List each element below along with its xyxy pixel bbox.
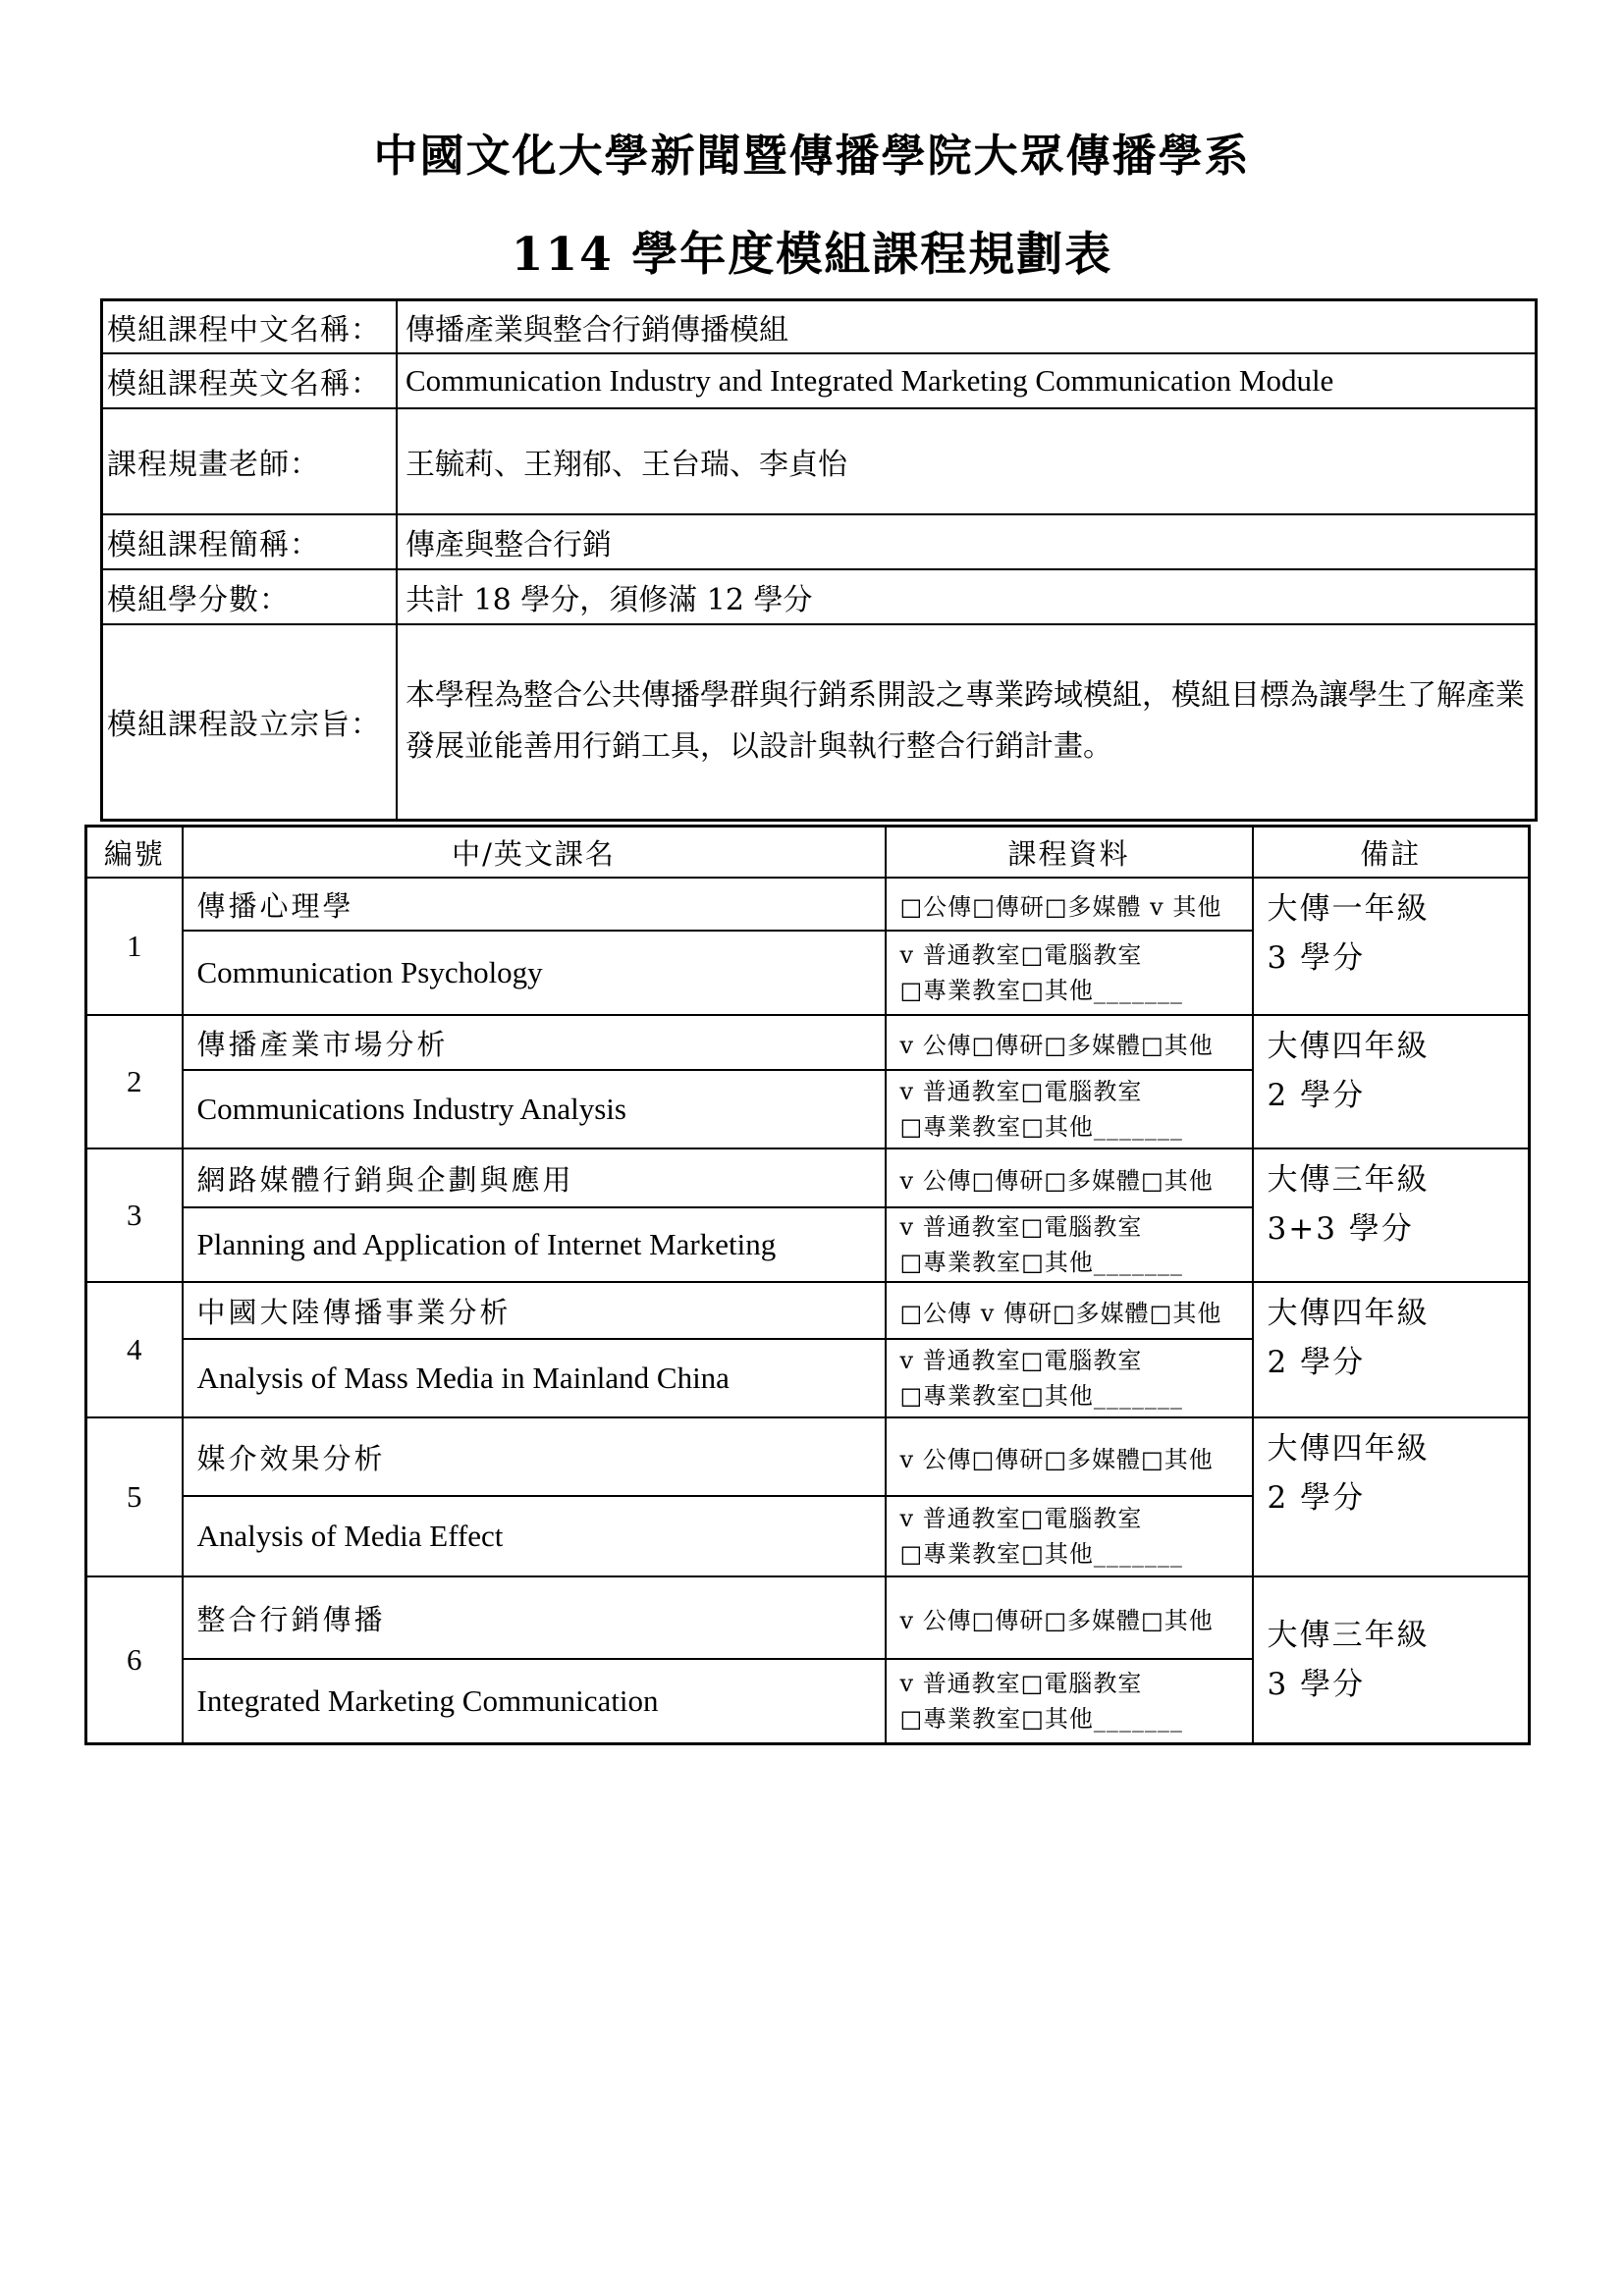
classroom-line-1: v 普通教室□電腦教室	[899, 941, 1143, 969]
course-classroom	[886, 1207, 1253, 1282]
course-classroom	[886, 1496, 1253, 1576]
header-course-name: 中/英文課名	[183, 827, 886, 879]
course-year: 大傳三年級	[1267, 1617, 1430, 1653]
info-value-chinese-name: 傳播產業與整合行銷傳播模組	[397, 300, 1537, 353]
course-category: □公傳□傳研□多媒體 v 其他	[886, 878, 1253, 931]
course-credits: 2 學分	[1267, 1480, 1366, 1516]
course-year: 大傳四年級	[1267, 1431, 1430, 1467]
course-category: v 公傳□傳研□多媒體□其他	[886, 1576, 1253, 1659]
info-label: 模組課程中文名稱：	[102, 300, 398, 353]
header-course-info: 課程資料	[886, 827, 1253, 879]
info-value-credits: 共計 18 學分，須修滿 12 學分	[397, 569, 1537, 624]
course-remarks	[1253, 1417, 1530, 1576]
classroom-line-2: □專業教室□其他_______	[899, 1540, 1183, 1568]
course-name-en: Integrated Marketing Communication	[183, 1659, 886, 1743]
course-number: 6	[86, 1576, 183, 1743]
course-category: v 公傳□傳研□多媒體□其他	[886, 1417, 1253, 1496]
course-name-zh: 傳播產業市場分析	[183, 1015, 886, 1070]
course-row-zh	[86, 1576, 1530, 1659]
course-name-en: Analysis of Mass Media in Mainland China	[183, 1339, 886, 1417]
course-row-zh	[86, 878, 1530, 931]
info-label: 模組學分數：	[102, 569, 398, 624]
course-number: 5	[86, 1417, 183, 1576]
course-credits: 3 學分	[1267, 940, 1366, 976]
course-remarks	[1253, 1282, 1530, 1417]
document-title: 中國文化大學新聞暨傳播學院大眾傳播學系	[373, 130, 1251, 182]
info-label: 模組課程設立宗旨：	[102, 624, 398, 821]
info-value-teachers: 王毓莉、王翔郁、王台瑞、李貞怡	[397, 408, 1537, 514]
course-classroom	[886, 1659, 1253, 1743]
course-number: 4	[86, 1282, 183, 1417]
course-remarks	[1253, 1148, 1530, 1282]
document-subtitle: 114 學年度模組課程規劃表	[511, 228, 1113, 282]
course-remarks	[1253, 1576, 1530, 1743]
course-category: v 公傳□傳研□多媒體□其他	[886, 1148, 1253, 1207]
classroom-line-2: □專業教室□其他_______	[899, 1113, 1183, 1141]
course-row-zh	[86, 1015, 1530, 1070]
info-value-short-name: 傳產與整合行銷	[397, 514, 1537, 569]
classroom-line-1: v 普通教室□電腦教室	[899, 1347, 1143, 1374]
info-label: 模組課程英文名稱：	[102, 353, 398, 408]
classroom-line-1: v 普通教室□電腦教室	[899, 1505, 1143, 1532]
course-name-en: Communication Psychology	[183, 931, 886, 1015]
classroom-line-1: v 普通教室□電腦教室	[899, 1078, 1143, 1105]
course-year: 大傳四年級	[1267, 1296, 1430, 1331]
course-name-zh: 網路媒體行銷與企劃與應用	[183, 1148, 886, 1207]
course-classroom	[886, 931, 1253, 1015]
info-label: 模組課程簡稱：	[102, 514, 398, 569]
course-row-zh	[86, 1417, 1530, 1496]
course-credits: 2 學分	[1267, 1078, 1366, 1113]
course-number: 2	[86, 1015, 183, 1148]
course-number: 1	[86, 878, 183, 1015]
info-row-chinese-name	[102, 300, 1537, 353]
course-category: v 公傳□傳研□多媒體□其他	[886, 1015, 1253, 1070]
course-credits: 2 學分	[1267, 1345, 1366, 1380]
info-row-english-name	[102, 353, 1537, 408]
info-row-short-name	[102, 514, 1537, 569]
classroom-line-1: v 普通教室□電腦教室	[899, 1669, 1143, 1697]
course-classroom	[886, 1070, 1253, 1148]
course-number: 3	[86, 1148, 183, 1282]
course-row-zh	[86, 1148, 1530, 1207]
header-remarks: 備註	[1253, 827, 1530, 879]
course-name-zh: 整合行銷傳播	[183, 1576, 886, 1659]
course-name-zh: 媒介效果分析	[183, 1417, 886, 1496]
course-year: 大傳三年級	[1267, 1162, 1430, 1198]
course-credits: 3 學分	[1267, 1666, 1366, 1702]
course-table-header	[86, 827, 1530, 879]
course-classroom	[886, 1339, 1253, 1417]
course-name-en: Communications Industry Analysis	[183, 1070, 886, 1148]
info-row-credits	[102, 569, 1537, 624]
info-row-teachers	[102, 408, 1537, 514]
classroom-line-2: □專業教室□其他_______	[899, 1704, 1183, 1733]
course-year: 大傳一年級	[1267, 891, 1430, 927]
classroom-line-2: □專業教室□其他_______	[899, 1382, 1183, 1410]
course-table	[84, 825, 1531, 1745]
info-label: 課程規畫老師：	[102, 408, 398, 514]
course-name-en: Analysis of Media Effect	[183, 1496, 886, 1576]
header-number: 編號	[86, 827, 183, 879]
classroom-line-2: □專業教室□其他_______	[899, 1249, 1183, 1276]
course-row-zh	[86, 1282, 1530, 1339]
course-name-zh: 傳播心理學	[183, 878, 886, 931]
info-row-purpose	[102, 624, 1537, 821]
classroom-line-2: □專業教室□其他_______	[899, 977, 1183, 1004]
course-remarks	[1253, 878, 1530, 1015]
course-remarks	[1253, 1015, 1530, 1148]
course-year: 大傳四年級	[1267, 1029, 1430, 1064]
info-value-purpose: 本學程為整合公共傳播學群與行銷系開設之專業跨域模組，模組目標為讓學生了解產業發展並能善用行銷工具，以設計與執行整合行銷計畫。	[397, 624, 1537, 821]
course-category: □公傳 v 傳研□多媒體□其他	[886, 1282, 1253, 1339]
classroom-line-1: v 普通教室□電腦教室	[899, 1213, 1143, 1241]
course-name-zh: 中國大陸傳播事業分析	[183, 1282, 886, 1339]
course-credits: 3+3 學分	[1267, 1211, 1414, 1247]
info-value-english-name: Communication Industry and Integrated Marketing Communication Module	[397, 353, 1537, 408]
module-info-table	[100, 298, 1538, 822]
course-name-en: Planning and Application of Internet Marketing	[183, 1207, 886, 1282]
